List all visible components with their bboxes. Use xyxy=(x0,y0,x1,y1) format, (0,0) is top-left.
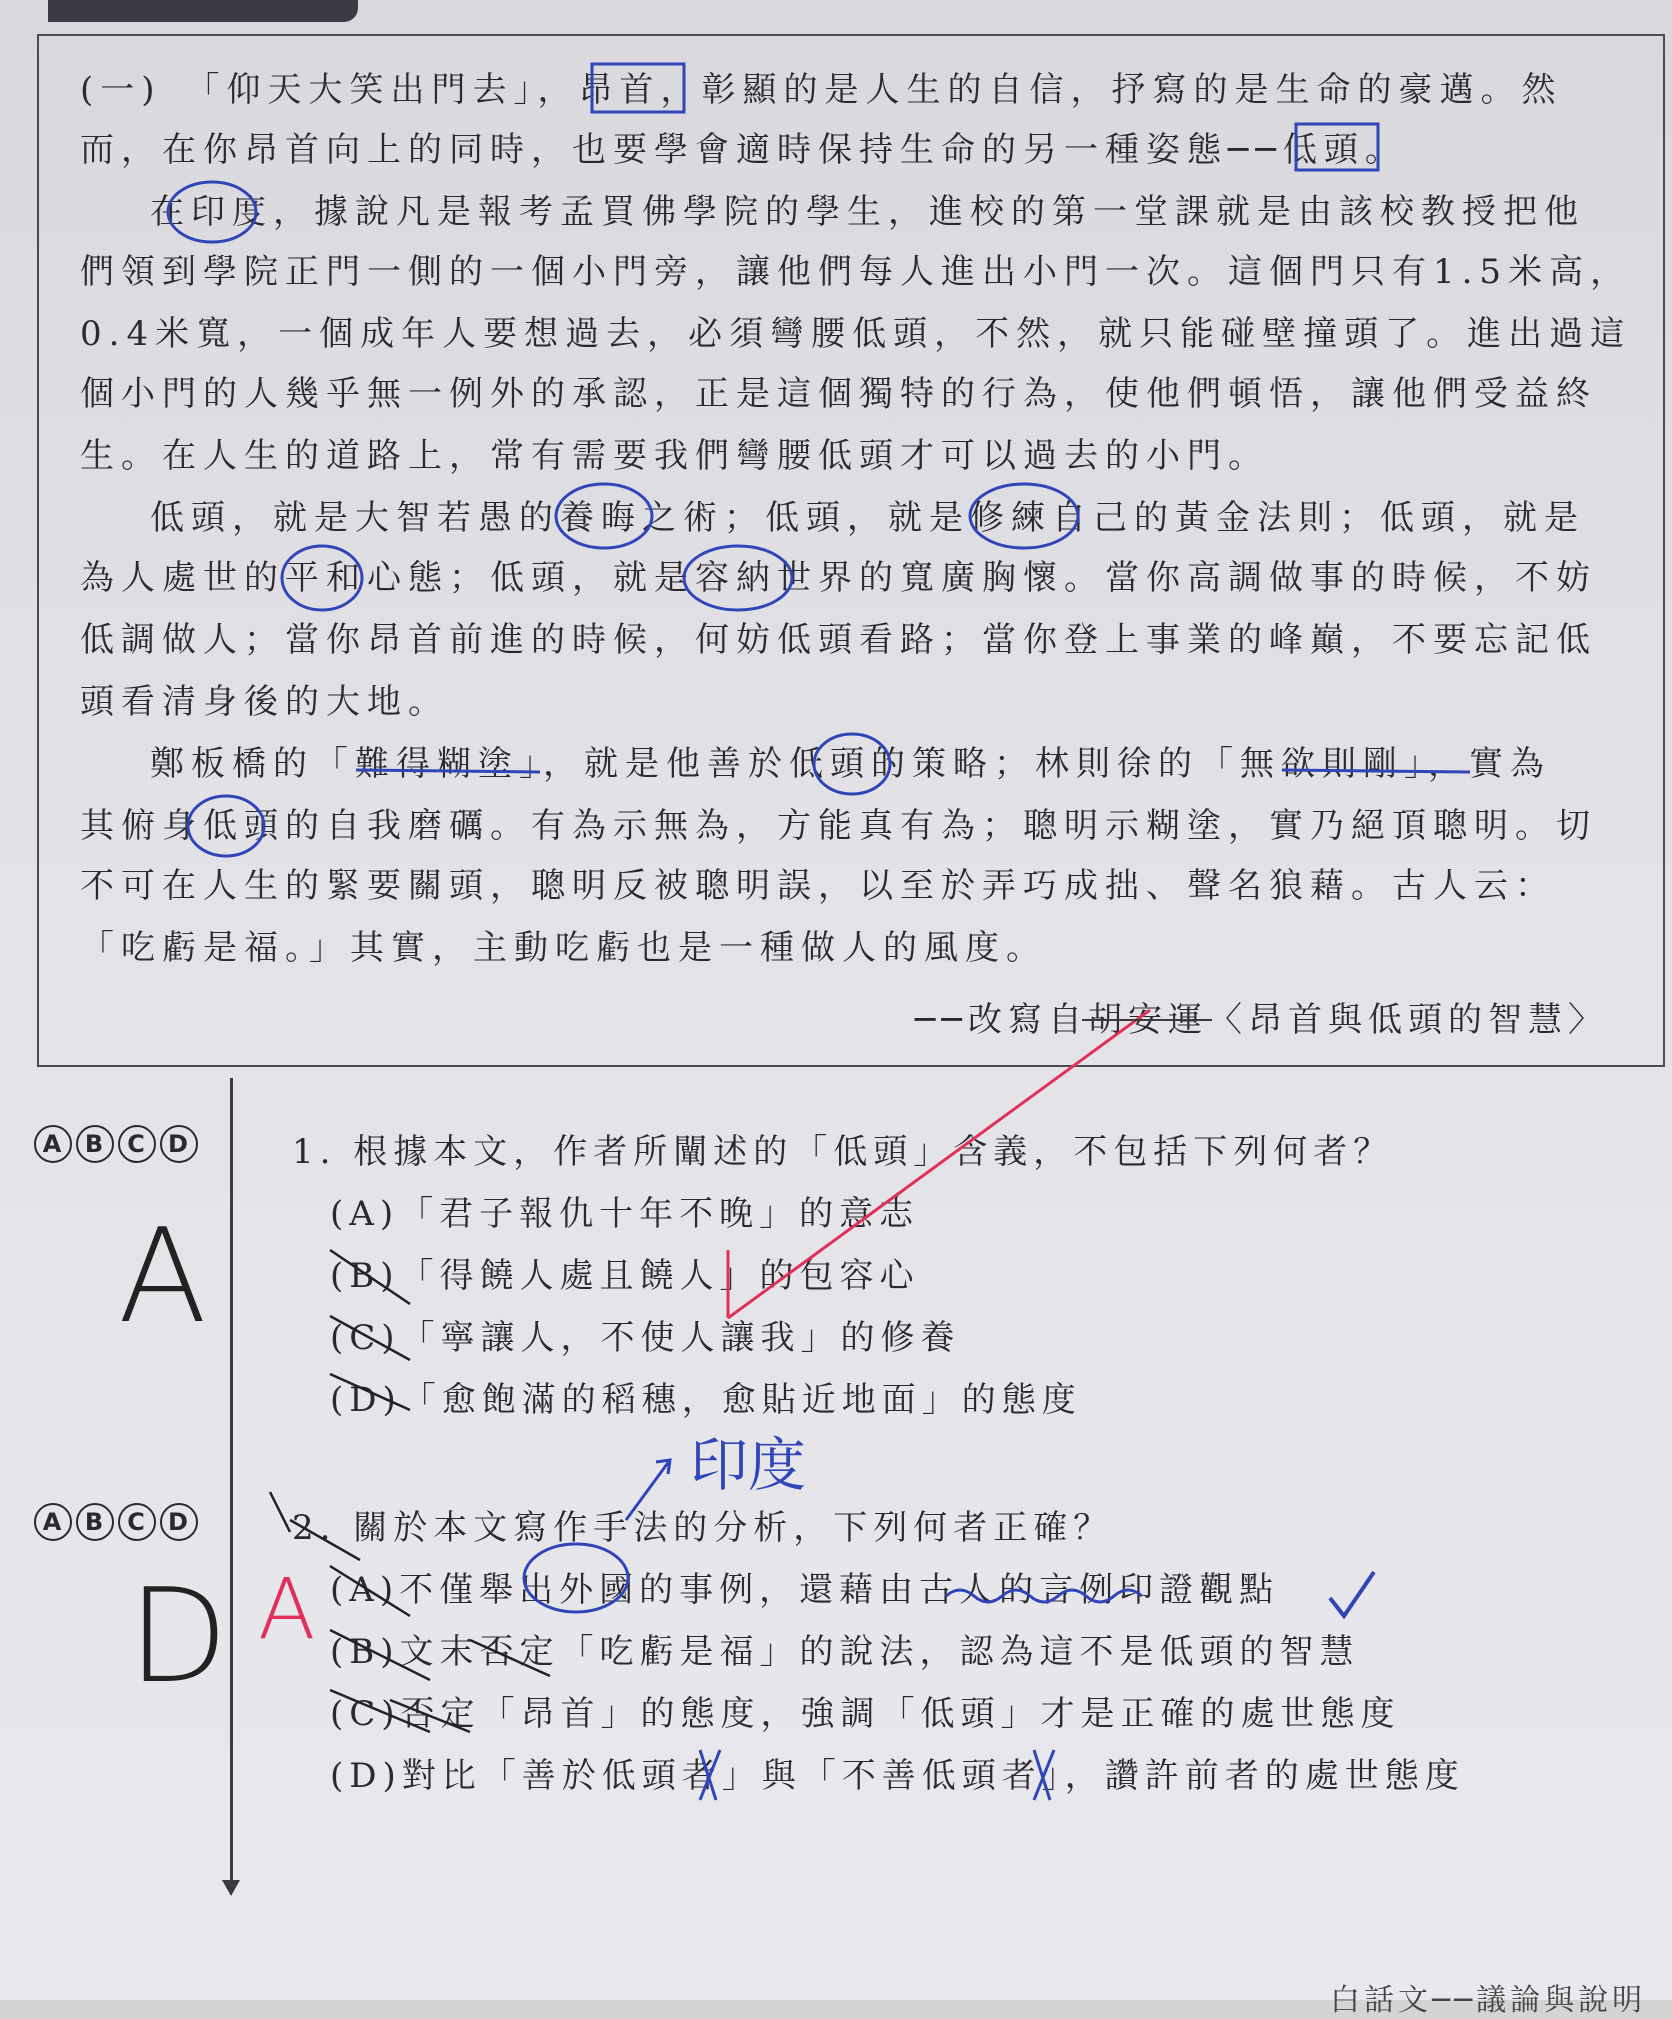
bubble-a[interactable]: A xyxy=(34,1503,72,1541)
tick-q2 xyxy=(270,1492,290,1532)
answer-bubbles-q2[interactable] xyxy=(34,1500,202,1541)
passage-line-1: (一) 「仰天大笑出門去」，昂首，彰顯的是人生的自信，抒寫的是生命的豪邁。然 xyxy=(80,70,1563,110)
bubble-d[interactable]: D xyxy=(160,1503,198,1541)
bubble-c[interactable]: C xyxy=(118,1503,156,1541)
handwritten-answer-q2: D xyxy=(128,1560,229,1712)
passage-line-2: 而，在你昂首向上的同時，也要學會適時保持生命的另一種姿態──低頭。 xyxy=(80,130,1406,170)
margin-rule xyxy=(230,1078,233,1888)
q1-option-c[interactable]: (C)「寧讓人，不使人讓我」的修養 xyxy=(330,1318,961,1358)
handwritten-answer-q1: A xyxy=(118,1200,207,1352)
margin-rule-arrow xyxy=(222,1880,240,1896)
passage-line-3: 在印度，據說凡是報考孟買佛學院的學生，進校的第一堂課就是由該校教授把他 xyxy=(150,192,1585,232)
passage-line-15: 「吃虧是福。」其實，主動吃虧也是一種做人的風度。 xyxy=(80,928,1047,968)
bubble-b[interactable]: B xyxy=(76,1503,114,1541)
q2-option-a[interactable]: (A)不僅舉出外國的事例，還藉由古人的言例印證觀點 xyxy=(330,1570,1280,1610)
q1-option-b[interactable]: (B)「得饒人處且饒人」的包容心 xyxy=(330,1256,920,1296)
passage-line-5: 0.4米寬，一個成年人要想過去，必須彎腰低頭，不然，就只能碰壁撞頭了。進出過這 xyxy=(80,314,1632,354)
bubble-d[interactable]: D xyxy=(160,1125,198,1163)
q2-option-c[interactable]: (C)否定「昂首」的態度，強調「低頭」才是正確的處世態度 xyxy=(330,1694,1401,1734)
question-2-stem: 2. 關於本文寫作手法的分析，下列何者正確？ xyxy=(292,1508,1114,1548)
handwritten-note: 印度 xyxy=(690,1431,807,1499)
checkmark xyxy=(1330,1572,1374,1616)
header-tab xyxy=(48,0,358,22)
q1-option-a[interactable]: (A)「君子報仇十年不晚」的意志 xyxy=(330,1194,920,1234)
bubble-b[interactable]: B xyxy=(76,1125,114,1163)
passage-line-7: 生。在人生的道路上，常有需要我們彎腰低頭才可以過去的小門。 xyxy=(80,436,1269,476)
q2-option-d[interactable]: (D)對比「善於低頭者」與「不善低頭者」，讚許前者的處世態度 xyxy=(330,1756,1465,1796)
passage-line-4: 們領到學院正門一側的一個小門旁，讓他們每人進出小門一次。這個門只有1.5米高， xyxy=(80,252,1632,292)
page-footer: 白話文──議論與說明 xyxy=(1330,1983,1647,2018)
passage-line-10: 低調做人；當你昂首前進的時候，何妨低頭看路；當你登上事業的峰巔，不要忘記低 xyxy=(80,620,1597,660)
passage-line-11: 頭看清身後的大地。 xyxy=(80,682,449,722)
bubble-a[interactable]: A xyxy=(34,1125,72,1163)
passage-line-6: 個小門的人幾乎無一例外的承認，正是這個獨特的行為，使他們頓悟，讓他們受益終 xyxy=(80,374,1597,414)
passage-source: ──改寫自胡安運〈昂首與低頭的智慧〉 xyxy=(915,1000,1608,1040)
passage-line-8: 低頭，就是大智若愚的養晦之術；低頭，就是修練自己的黃金法則；低頭，就是 xyxy=(150,498,1585,538)
teacher-mark-q2: A xyxy=(258,1560,316,1658)
passage-line-12: 鄭板橋的「難得糊塗」，就是他善於低頭的策略；林則徐的「無欲則剛」，實為 xyxy=(150,744,1551,784)
q2-option-b[interactable]: (B)文末否定「吃虧是福」的說法，認為這不是低頭的智慧 xyxy=(330,1632,1360,1672)
q1-option-d[interactable]: (D)「愈飽滿的稻穗，愈貼近地面」的態度 xyxy=(330,1380,1082,1420)
bubble-c[interactable]: C xyxy=(118,1125,156,1163)
passage-line-9: 為人處世的平和心態；低頭，就是容納世界的寬廣胸懷。當你高調做事的時候，不妨 xyxy=(80,558,1597,598)
passage-line-13: 其俯身低頭的自我磨礪。有為示無為，方能真有為；聰明示糊塗，實乃絕頂聰明。切 xyxy=(80,806,1597,846)
reading-passage-box xyxy=(37,34,1665,1067)
answer-bubbles-q1[interactable] xyxy=(34,1122,202,1163)
passage-line-14: 不可在人生的緊要關頭，聰明反被聰明誤，以至於弄巧成拙、聲名狼藉。古人云： xyxy=(80,866,1556,906)
question-1-stem: 1. 根據本文，作者所闡述的「低頭」含義，不包括下列何者？ xyxy=(292,1132,1394,1172)
